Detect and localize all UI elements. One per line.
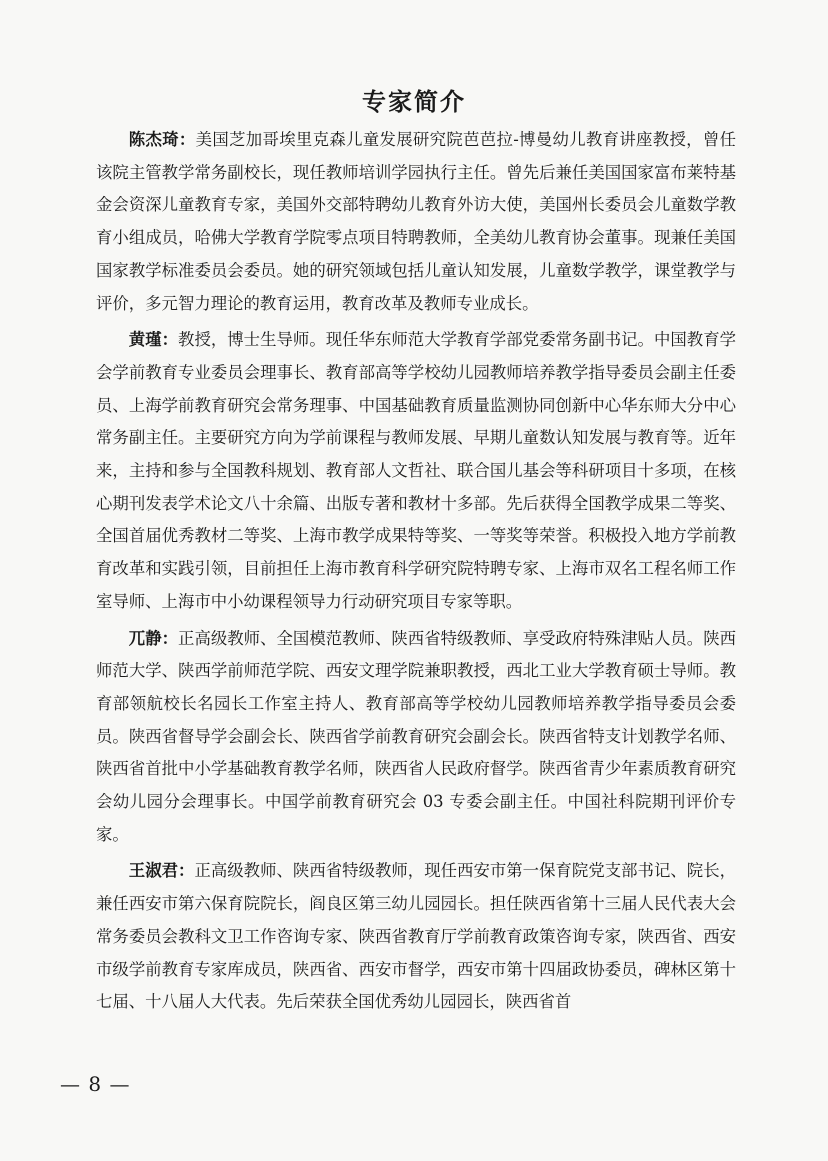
expert-entry-wu — [96, 623, 736, 852]
expert-entry-huang — [96, 324, 736, 618]
expert-name: 陈杰琦： — [128, 130, 196, 149]
expert-bio: 教授，博士生导师。现任华东师范大学教育学部党委常务副书记。中国教育学会学前教育专业委员会理事长、教育部高等学校幼儿园教师培养教学指导委员会副主任委员、上海学前教育研究会常务理事、中国基础教育质量监测协同创新中心华东师大分中心常务副主任。主要研究方向为学前课程与教师发展、早期儿童数认知发展与教育等。近年来，主持和参与全国教科规划、教育部人文哲社、联合国儿基会等科研项目十多项，在核心期刊发表学术论文八十余篇、出版专著和教材十多部。先后获得全国教学成果二等奖、全国首届优秀教材二等奖、上海市教学成果特等奖、一等奖等荣誉。积极投入地方学前教育改革和实践引领，目前担任上海市教育科学研究院特聘专家、上海市双名工程名师工作室导师、上海市中小幼课程领导力行动研究项目专家等职。 — [96, 330, 736, 611]
page-number: — 8 — — [60, 1072, 131, 1096]
expert-list — [96, 124, 736, 1023]
expert-bio: 美国芝加哥埃里克森儿童发展研究院芭芭拉-博曼幼儿教育讲座教授，曾任该院主管教学常务副校长，现任教师培训学园执行主任。曾先后兼任美国国家富布莱特基金会资深儿童教育专家，美国外交部特聘幼儿教育外访大使，美国州长委员会儿童数学教育小组成员，哈佛大学教育学院零点项目特聘教师，全美幼儿教育协会董事。现兼任美国国家教学标准委员会委员。她的研究领域包括儿童认知发展，儿童数学教学，课堂教学与评价，多元智力理论的教育运用，教育改革及教师专业成长。 — [96, 130, 736, 313]
expert-name: 兀静： — [128, 628, 179, 648]
expert-entry-wang — [96, 855, 736, 1019]
expert-bio: 正高级教师、全国模范教师、陕西省特级教师、享受政府特殊津贴人员。陕西师范大学、陕西学前师范学院、西安文理学院兼职教授，西北工业大学教育硕士导师。教育部领航校长名园长工作室主持人、教育部高等学校幼儿园教师培养教学指导委员会委员。陕西省督导学会副会长、陕西省学前教育研究会副会长。陕西省特支计划教学名师、陕西省首批中小学基础教育教学名师，陕西省人民政府督学。陕西省青少年素质教育研究会幼儿园分会理事长。中国学前教育研究会 03 专委会副主任。中国社科院期刊评价专家。 — [96, 628, 736, 844]
expert-name: 黄瑾： — [128, 330, 179, 350]
page-title: 专家简介 — [362, 88, 466, 116]
expert-entry-chen — [96, 124, 736, 320]
expert-bio: 正高级教师、陕西省特级教师，现任西安市第一保育院党支部书记、院长，兼任西安市第六保育院院长，阎良区第三幼儿园园长。担任陕西省第十三届人民代表大会常务委员会教科文卫工作咨询专家、陕西省教育厅学前教育政策咨询专家，陕西省、西安市级学前教育专家库成员，陕西省、西安市督学，西安市第十四届政协委员，碑林区第十七届、十八届人大代表。先后荣获全国优秀幼儿园园长，陕西省首 — [96, 861, 737, 1012]
expert-name: 王淑君： — [128, 861, 195, 881]
